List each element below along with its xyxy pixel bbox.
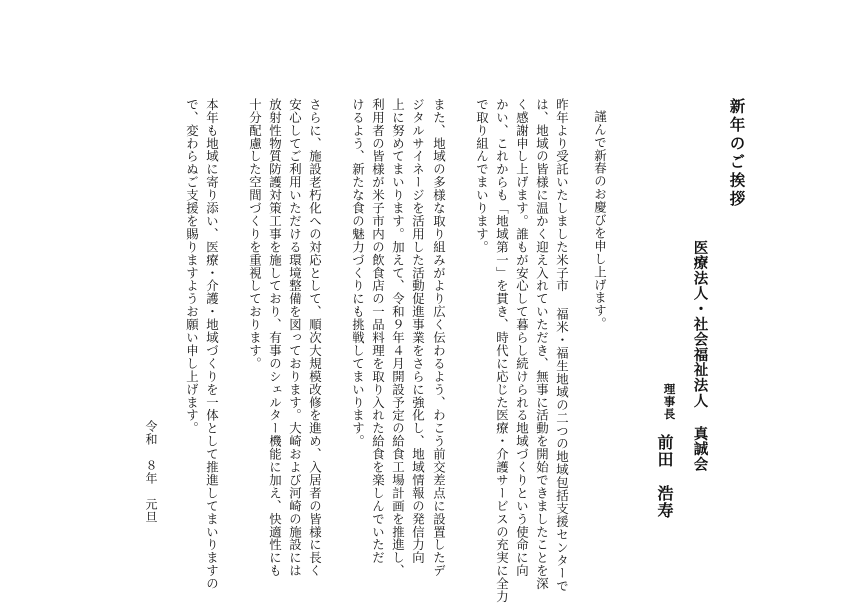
- paragraph-4-line-1: 本年も地域に寄り添い、医療・介護・地域づくりを一体として推進してまいりますの: [204, 98, 220, 591]
- signer-role: 理事長: [662, 383, 677, 421]
- paragraph-2-line-2: ジタルサイネージを活用した活動促進事業をさらに強化し、地域情報の発信力向: [410, 98, 426, 565]
- letter-date: 令和 ８年 元旦: [144, 420, 158, 524]
- paragraph-1-line-2: は、地域の皆様に温かく迎え入れていただき、無事に活動を開始できましたことを深: [534, 98, 550, 591]
- greeting-line: 謹んで新春のお慶びを申し上げます。: [592, 110, 608, 331]
- signer-name: 前田 浩寿: [655, 434, 674, 519]
- paragraph-2-line-3: 上に努めてまいります。加えて、令和９年４月開設予定の給食工場計画を推進し、: [390, 98, 406, 578]
- paragraph-3-line-4: 十分配慮した空間づくりを重視しております。: [247, 98, 263, 370]
- paragraph-1-line-3: く感謝申し上げます。誰もが安心して暮らし続けられる地域づくりという使命に向: [514, 98, 530, 578]
- paragraph-1-line-1: 昨年より受託いたしました米子市 福米・福生地域の二つの地域包括支援センターで: [554, 98, 570, 593]
- paragraph-1-line-4: かい、これからも「地域第一」を貫き、時代に応じた医療・介護サービスの充実に全力: [494, 98, 510, 603]
- paragraph-3-line-3: 放射性物質防護対策工事を施しており、有事のシェルター機能に加え、快適性にも: [267, 98, 283, 578]
- organization-name: 医療法人・社会福祉法人 真誠会: [691, 240, 709, 472]
- paragraph-1-line-5: で取り組んでまいります。: [474, 98, 490, 254]
- paragraph-4-line-2: で、変わらぬご支援を賜りますようお願い申し上げます。: [184, 98, 200, 435]
- paragraph-3-line-2: 安心してご利用いただける環境整備を図っております。大崎および河崎の施設には: [287, 98, 303, 578]
- paragraph-2-line-4: 利用者の皆様が米子市内の飲食店の一品料理を取り入れた給食を楽しんでいただ: [370, 98, 386, 565]
- paragraph-2-line-5: けるよう、新たな食の魅力づくりにも挑戦してまいります。: [350, 98, 366, 448]
- paragraph-2-line-1: また、地域の多様な取り組みがより広く伝わるよう、わこう前交差点に設置したデ: [431, 98, 447, 578]
- letter-title: 新年のご挨拶: [727, 98, 747, 209]
- paragraph-3-line-1: さらに、施設老朽化への対応として、順次大規模改修を進め、入居者の皆様に長く: [307, 98, 323, 578]
